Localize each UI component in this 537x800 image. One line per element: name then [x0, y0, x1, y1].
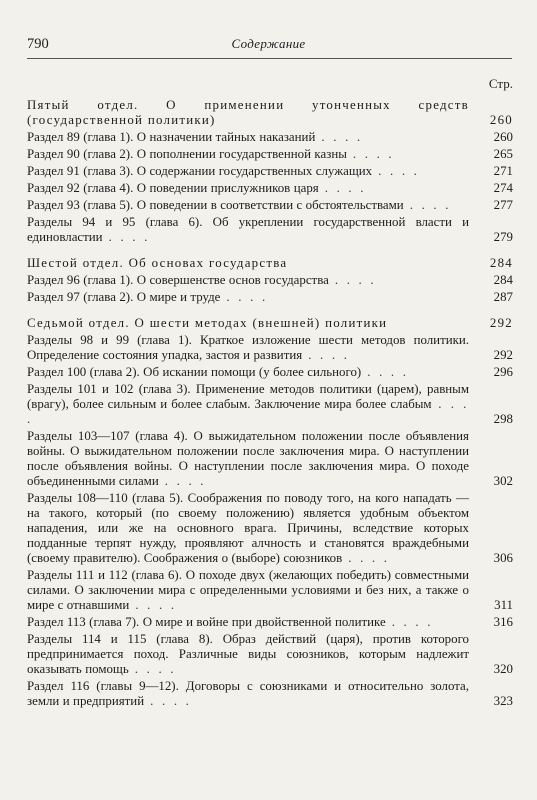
toc-page-number: 302: [493, 474, 513, 488]
dot-leader: . . . .: [129, 598, 177, 612]
dot-leader: . . . .: [342, 551, 390, 565]
dot-leader: . . . .: [315, 130, 363, 144]
toc-entry-title: Разделы 114 и 115 (глава 8). Образ действий (царя), против которого предпринимается поход. Различные виды союзников, которым надлежит оказывать помощь: [27, 632, 469, 676]
running-title: Содержание: [231, 36, 306, 51]
toc-entry-text: [27, 568, 513, 613]
toc-entry-title: Раздел 100 (глава 2). Об искании помощи (у более сильного): [27, 365, 362, 379]
toc-page-number: 323: [493, 694, 513, 708]
page-column-header: Стр.: [488, 76, 513, 91]
dot-leader: . . . .: [318, 181, 367, 195]
toc-entry: [27, 198, 513, 213]
header-rule: [27, 58, 512, 59]
dot-leader: . . . .: [220, 290, 268, 304]
toc-page-number: 260: [493, 130, 513, 144]
toc-page-number: 277: [493, 198, 513, 212]
toc-page-number: 287: [493, 290, 513, 304]
toc-entry-title: Раздел 97 (глава 2). О мире и труде: [27, 290, 221, 304]
toc-page-number: 296: [493, 365, 513, 379]
toc-entry-title: Раздел 90 (глава 2). О пополнении государственной казны: [27, 147, 347, 161]
toc-page-number: 284: [489, 256, 513, 270]
toc-entry: [27, 333, 513, 363]
table-of-contents: [27, 98, 513, 711]
toc-entry: [27, 382, 513, 427]
toc-page-number: 306: [493, 551, 513, 565]
toc-entry-text: [27, 215, 513, 245]
toc-page-number: 292: [493, 348, 513, 362]
toc-page-number: 260: [489, 113, 513, 127]
toc-entry-text: [27, 615, 513, 630]
toc-entry-title: Раздел 116 (главы 9—12). Договоры с союзниками и относительно золота, земли и предприятий: [27, 679, 469, 708]
toc-entry: [27, 215, 513, 245]
toc-entry: [27, 632, 513, 677]
toc-section-heading: [27, 98, 513, 128]
dot-leader: . . . .: [372, 164, 420, 178]
toc-page-number: 271: [493, 164, 513, 178]
toc-entry-text: [27, 632, 513, 677]
toc-entry-title: Седьмой отдел. О шести методах (внешней) политики: [27, 316, 388, 330]
toc-entry: [27, 290, 513, 305]
dot-leader: . . . .: [403, 198, 452, 212]
dot-leader: . . . .: [128, 662, 177, 676]
section-gap: [27, 247, 513, 256]
toc-entry-text: [27, 198, 513, 213]
toc-entry-title: Шестой отдел. Об основах государства: [27, 256, 288, 270]
dot-leader: . . . .: [27, 397, 469, 426]
toc-entry-text: [27, 429, 513, 489]
toc-entry: [27, 429, 513, 489]
toc-entry-text: [27, 679, 513, 709]
toc-entry: [27, 164, 513, 179]
dot-leader: . . . .: [328, 273, 377, 287]
toc-entry-title: Разделы 103—107 (глава 4). О выжидательном положении после объявления войны. О выжидательном положении после заключения мира. О наступлении после объявления войны. О наступлении после заключения мира. О походе объединенными силами: [27, 429, 469, 488]
toc-entry: [27, 679, 513, 709]
dot-leader: . . . .: [144, 694, 192, 708]
toc-entry-title: Раздел 92 (глава 4). О поведении прислужников царя: [27, 181, 319, 195]
toc-page-number: 265: [493, 147, 513, 161]
toc-page-number: 292: [489, 316, 513, 330]
toc-section-heading: [27, 316, 513, 331]
toc-entry-text: [27, 333, 513, 363]
toc-entry-title: Раздел 96 (глава 1). О совершенстве основ государства: [27, 273, 329, 287]
dot-leader: . . . .: [302, 348, 350, 362]
toc-entry: [27, 147, 513, 162]
dot-leader: . . . .: [158, 474, 207, 488]
dot-leader: . . . .: [346, 147, 395, 161]
toc-entry-text: [27, 382, 513, 427]
dot-leader: . . . .: [361, 365, 409, 379]
toc-entry-title: Разделы 111 и 112 (глава 6). О походе двух (желающих победить) совместными силами. О заключении мира с определенными условиями и без них, а также о мире с отнавшими: [27, 568, 469, 612]
toc-entry-text: [27, 365, 513, 380]
toc-entry-text: [27, 316, 513, 331]
section-gap: [27, 307, 513, 316]
toc-entry-text: [27, 130, 513, 145]
toc-entry-title: Разделы 108—110 (глава 5). Соображения по поводу того, на кого нападать — на такого, который (по своему положению) является удобным объектом нападения, или же на основного врага. Причины, вследствие которых подданные терпят нужду, проявляют алчность и становятся враждебными (своему правителю). Соображения о (выборе) союзников: [27, 491, 469, 565]
toc-page-number: 284: [493, 273, 513, 287]
running-header: [0, 36, 537, 56]
toc-entry-title: Разделы 101 и 102 (глава 3). Применение методов политики (царем), равным (врагу), более сильным и более слабым. Заключение мира более слабым: [27, 382, 469, 411]
page-number: 790: [27, 36, 49, 52]
toc-entry-title: Раздел 93 (глава 5). О поведении в соответствии с обстоятельствами: [27, 198, 404, 212]
toc-entry-title: Раздел 91 (глава 3). О содержании государственных служащих: [27, 164, 373, 178]
toc-entry-title: Разделы 98 и 99 (глава 1). Краткое изложение шести методов политики. Определение состояния упадка, застоя и развития: [27, 333, 469, 362]
toc-entry-title: Пятый отдел. О применении утонченных средств (государственной политики): [27, 98, 469, 127]
toc-page-number: 311: [494, 598, 513, 612]
toc-page-number: 279: [493, 230, 513, 244]
toc-entry-text: [27, 491, 513, 566]
toc-entry: [27, 491, 513, 566]
toc-page-number: 316: [493, 615, 513, 629]
toc-page-number: 274: [493, 181, 513, 195]
toc-entry: [27, 181, 513, 196]
toc-entry-text: [27, 98, 513, 128]
toc-entry: [27, 568, 513, 613]
toc-entry-text: [27, 290, 513, 305]
toc-entry: [27, 273, 513, 288]
toc-page-number: 298: [493, 412, 513, 426]
toc-page-number: 320: [493, 662, 513, 676]
dot-leader: . . . .: [385, 615, 434, 629]
toc-entry-text: [27, 273, 513, 288]
toc-entry-title: Разделы 94 и 95 (глава 6). Об укреплении государственной власти и единовластии: [27, 215, 469, 244]
toc-entry: [27, 130, 513, 145]
toc-entry-text: [27, 164, 513, 179]
dot-leader: . . . .: [102, 230, 150, 244]
toc-entry-text: [27, 256, 513, 271]
toc-entry: [27, 365, 513, 380]
toc-entry-title: Раздел 113 (глава 7). О мире и войне при двойственной политике: [27, 615, 386, 629]
toc-entry-text: [27, 147, 513, 162]
toc-entry: [27, 615, 513, 630]
toc-entry-title: Раздел 89 (глава 1). О назначении тайных наказаний: [27, 130, 316, 144]
toc-section-heading: [27, 256, 513, 271]
toc-entry-text: [27, 181, 513, 196]
